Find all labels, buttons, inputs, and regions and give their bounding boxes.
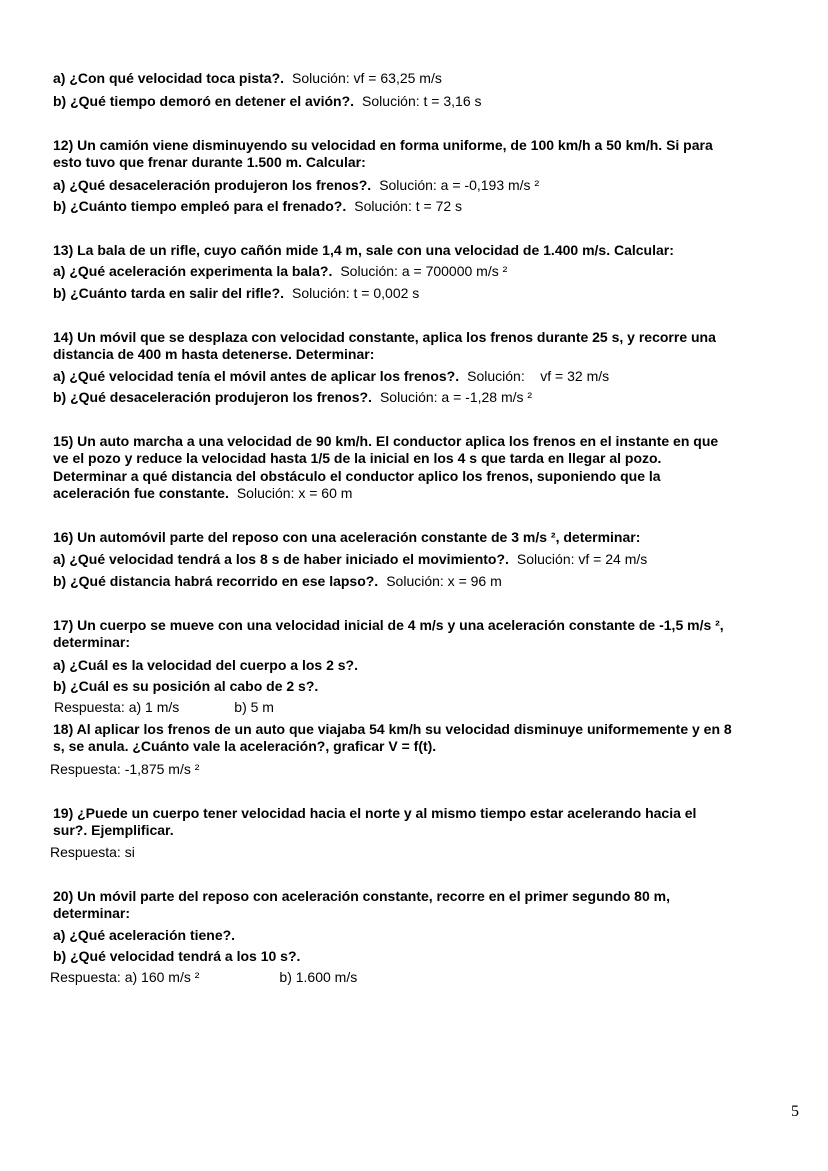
answer-17 (54, 698, 274, 716)
statement-line: 15) Un auto marcha a una velocidad de 90 km/h. El conductor aplica los frenos en el instante en que (53, 433, 719, 449)
solution: Solución: t = 72 s (354, 198, 463, 214)
question-17a: a) ¿Cuál es la velocidad del cuerpo a los 2 s?. (53, 657, 358, 673)
solution: Solución: a = -0,193 m/s ² (379, 177, 540, 193)
statement-line: distancia de 400 m hasta detenerse. Determinar: (53, 346, 375, 362)
question-16a (53, 550, 647, 568)
question-text: b) ¿Cuánto tiempo empleó para el frenado?. (53, 198, 347, 214)
question-text: b) ¿Qué tiempo demoró en detener el avión?. (53, 93, 355, 109)
question-text: a) ¿Con qué velocidad toca pista?. (53, 70, 285, 86)
statement-line: 20) Un móvil parte del reposo con aceleración constante, recorre en el primer segundo 80 m, (53, 888, 670, 904)
question-14b (53, 388, 532, 406)
question-text: a) ¿Qué velocidad tenía el móvil antes de aplicar los frenos?. (53, 368, 460, 384)
question-11a (53, 69, 442, 87)
solution: Solución: a = 700000 m/s ² (340, 263, 508, 279)
statement-line: Determinar a qué distancia del obstáculo el conductor aplico los frenos, suponiendo que la (53, 468, 661, 484)
solution: Solución: t = 3,16 s (362, 93, 482, 109)
statement-text: aceleración fue constante. (53, 485, 229, 501)
answer-19: Respuesta: si (50, 844, 135, 860)
question-17b: b) ¿Cuál es su posición al cabo de 2 s?. (53, 678, 319, 694)
statement-line: determinar: (53, 634, 131, 650)
question-12b (53, 197, 462, 215)
statement-line: ve el pozo y reduce la velocidad hasta 1/5 de la inicial en los 4 s que tarda en llegar al pozo. (53, 450, 662, 466)
answer-a: Respuesta: a) 1 m/s (54, 699, 180, 715)
statement-line: sur?. Ejemplificar. (53, 822, 174, 838)
question-13b (53, 284, 419, 302)
question-text: b) ¿Qué distancia habrá recorrido en ese lapso?. (53, 573, 379, 589)
question-12a (53, 176, 539, 194)
solution: Solución: vf = 24 m/s (516, 551, 648, 567)
solution: Solución: t = 0,002 s (292, 285, 420, 301)
question-20b: b) ¿Qué velocidad tendrá a los 10 s?. (53, 948, 301, 964)
statement-line: 12) Un camión viene disminuyendo su velocidad en forma uniforme, de 100 km/h a 50 km/h. Si para (53, 137, 713, 153)
statement-line: s, se anula. ¿Cuánto vale la aceleración?, graficar V = f(t). (53, 738, 437, 754)
statement-line (53, 484, 352, 502)
question-14a (53, 367, 609, 385)
question-11b (53, 92, 482, 110)
statement-line: 16) Un automóvil parte del reposo con una aceleración constante de 3 m/s ², determinar: (53, 529, 641, 545)
question-text: b) ¿Qué desaceleración produjeron los frenos?. (53, 389, 372, 405)
page-number: 5 (791, 1103, 799, 1120)
question-20a: a) ¿Qué aceleración tiene?. (53, 927, 236, 943)
statement-line: 17) Un cuerpo se mueve con una velocidad inicial de 4 m/s y una aceleración constante de -1,5 m/s ², (53, 617, 724, 633)
answer-20 (50, 968, 357, 986)
question-text: a) ¿Qué aceleración experimenta la bala?. (53, 263, 333, 279)
answer-b: b) 1.600 m/s (279, 969, 358, 985)
statement-line: 19) ¿Puede un cuerpo tener velocidad hacia el norte y al mismo tiempo estar acelerando hacia el (53, 805, 697, 821)
question-13a (53, 262, 507, 280)
statement-line: 14) Un móvil que se desplaza con velocidad constante, aplica los frenos durante 25 s, y recorre una (53, 329, 716, 345)
statement-line: determinar: (53, 905, 131, 921)
solution: Solución: x = 60 m (236, 485, 353, 501)
answer-a: Respuesta: a) 160 m/s ² (50, 969, 200, 985)
statement-line: 18) Al aplicar los frenos de un auto que viajaba 54 km/h su velocidad disminuye uniformemente y en 8 (53, 721, 732, 737)
solution: Solución: x = 96 m (386, 573, 502, 589)
question-16b (53, 572, 502, 590)
answer-18: Respuesta: -1,875 m/s ² (50, 761, 200, 777)
statement-line: esto tuvo que frenar durante 1.500 m. Calcular: (53, 154, 366, 170)
solution: Solución: a = -1,28 m/s ² (379, 389, 533, 405)
question-text: a) ¿Qué velocidad tendrá a los 8 s de haber iniciado el movimiento?. (53, 551, 509, 567)
question-text: a) ¿Qué desaceleración produjeron los frenos?. (53, 177, 372, 193)
statement-line: 13) La bala de un rifle, cuyo cañón mide 1,4 m, sale con una velocidad de 1.400 m/s. Calcular: (53, 242, 674, 258)
solution: Solución: vf = 32 m/s (467, 368, 610, 384)
solution: Solución: vf = 63,25 m/s (292, 70, 442, 86)
question-text: b) ¿Cuánto tarda en salir del rifle?. (53, 285, 285, 301)
answer-b: b) 5 m (234, 699, 274, 715)
